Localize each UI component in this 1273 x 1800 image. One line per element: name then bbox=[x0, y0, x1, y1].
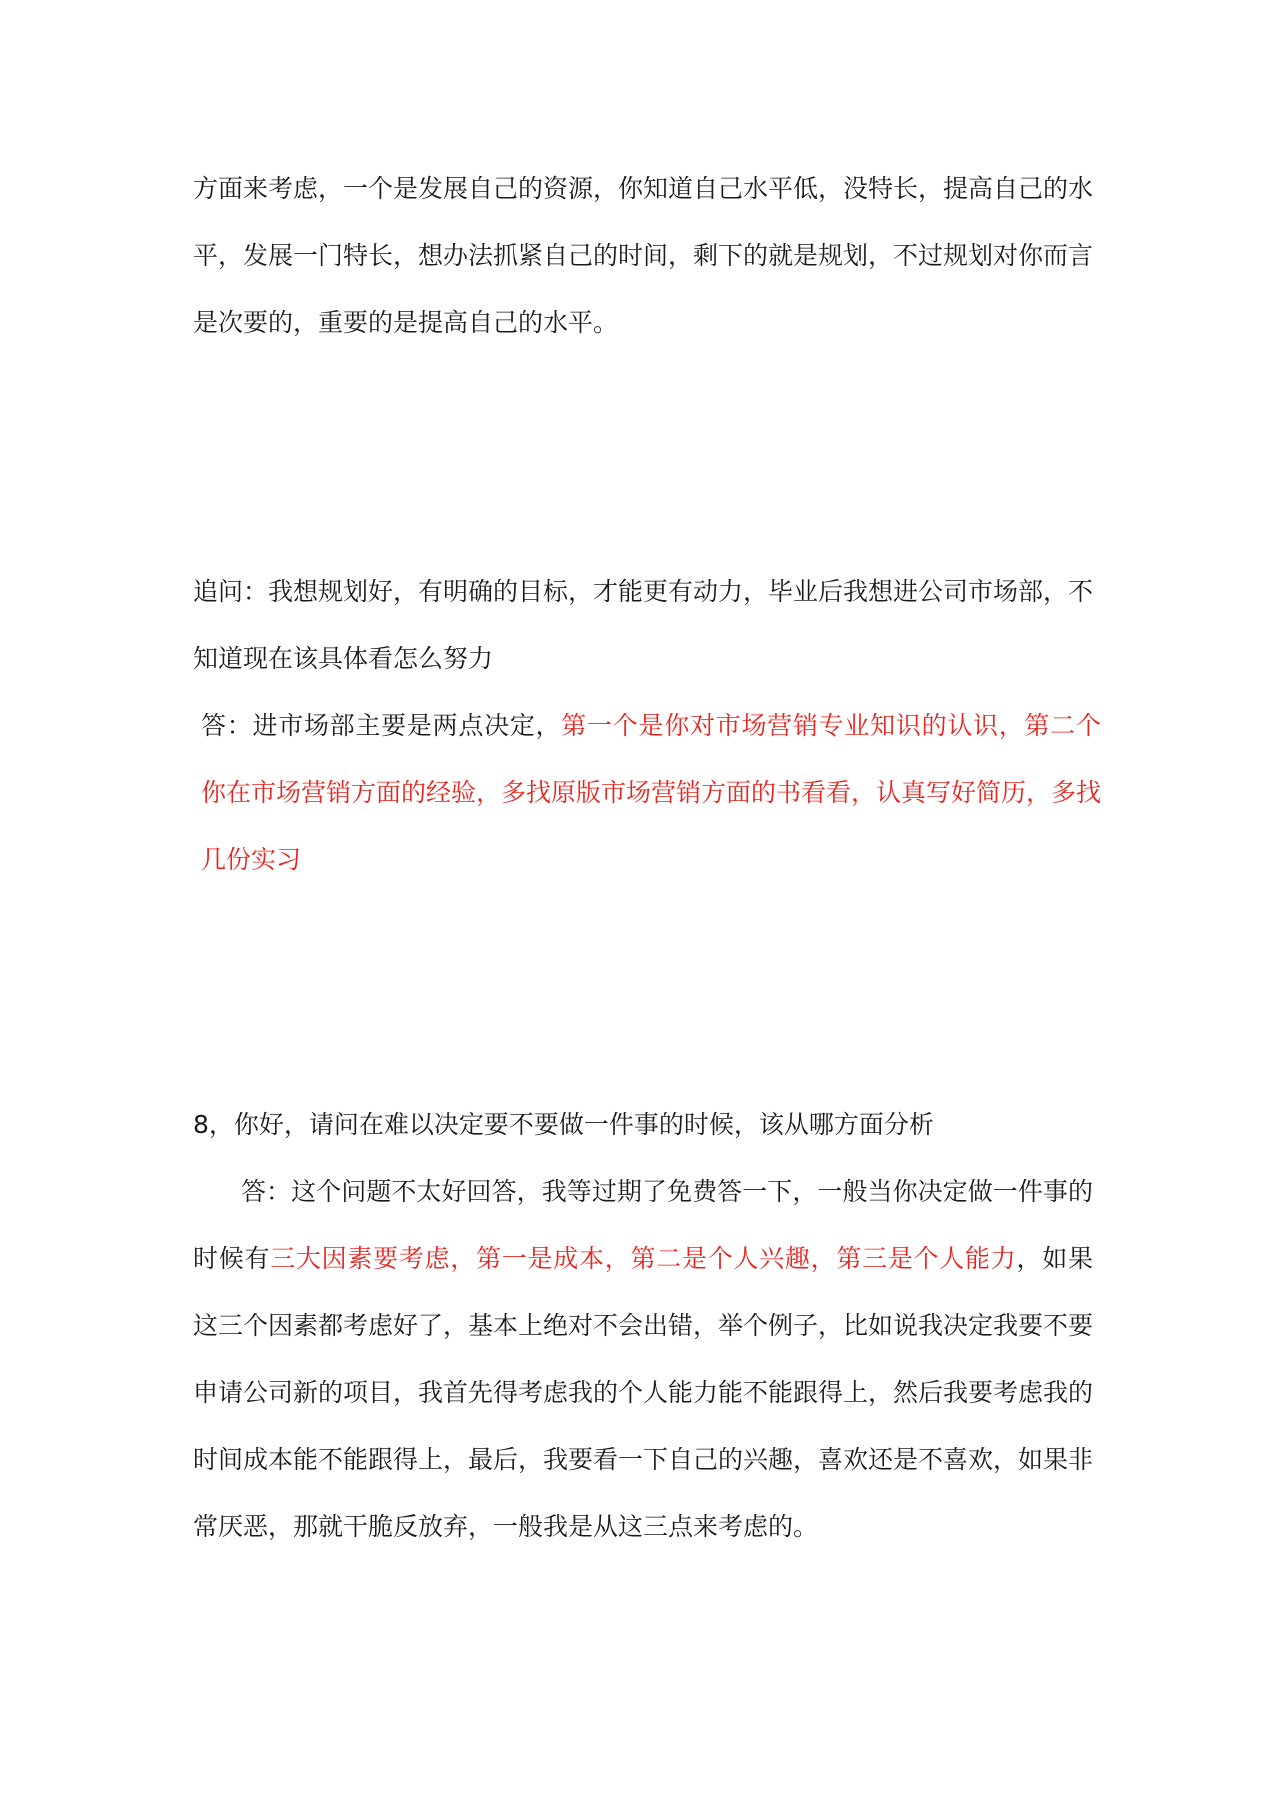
paragraph-question-8: 8，你好，请问在难以决定要不要做一件事的时候，该从哪方面分析 bbox=[193, 1110, 934, 1139]
answer-lead-text: 答：这个问题不太好回答，我等过期了免费答一下，一般当你决定做一件事的时候有 bbox=[193, 1177, 1093, 1273]
paragraph-decision-answer bbox=[193, 1158, 1093, 1560]
answer-rest-text: ，如果这三个因素都考虑好了，基本上绝对不会出错，举个例子，比如说我决定我要不要申请公司新的项目，我首先得考虑我的个人能力能不能跟得上，然后我要考虑我的时间成本能不能跟得上，最后，我要看一下自己的兴趣，喜欢还是不喜欢，如果非常厌恶，那就干脆反放弃，一般我是从这三点来考虑的。 bbox=[193, 1244, 1094, 1541]
paragraph-marketing-answer bbox=[193, 692, 1101, 893]
highlighted-answer-text: 第一个是你对市场营销专业知识的认识，第二个你在市场营销方面的经验，多找原版市场营销方面的书看看，认真写好简历，多找几份实习 bbox=[201, 711, 1102, 874]
paragraph-planning-advice: 方面来考虑，一个是发展自己的资源，你知道自己水平低，没特长，提高自己的水平，发展一门特长，想办法抓紧自己的时间，剩下的就是规划，不过规划对你而言是次要的，重要的是提高自己的水平。 bbox=[193, 174, 1094, 337]
paragraph-followup-question: 追问：我想规划好，有明确的目标，才能更有动力，毕业后我想进公司市场部，不知道现在该具体看怎么努力 bbox=[193, 577, 1094, 673]
highlighted-factors-text: 三大因素要考虑，第一是成本，第二是个人兴趣，第三是个人能力 bbox=[270, 1244, 1017, 1273]
answer-intro-text: 答：进市场部主要是两点决定， bbox=[201, 711, 562, 740]
